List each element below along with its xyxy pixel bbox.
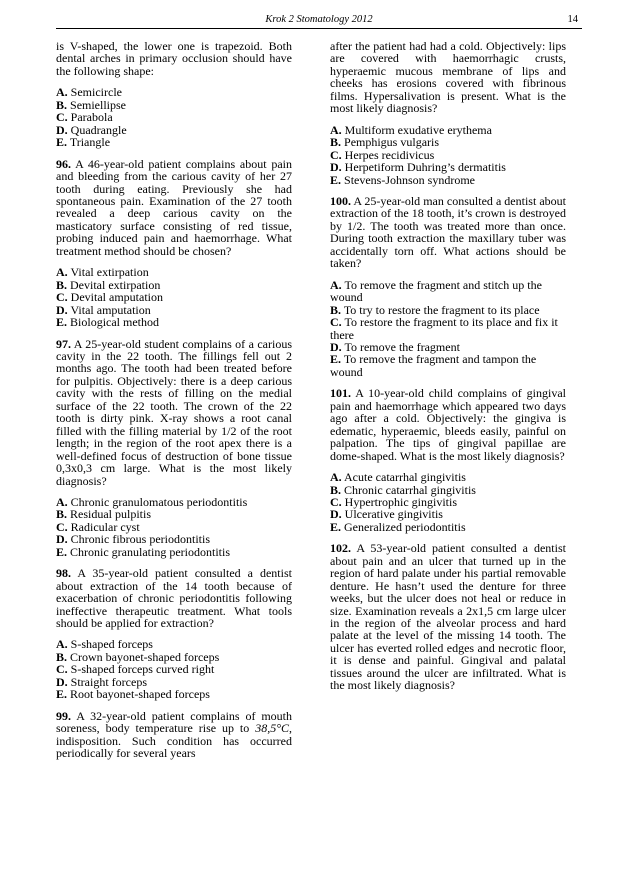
question-101: 101. A 10-year-old child complains of gingival pain and haemorrhage which appeared two days ago after a cold. Objectively: the gingiva is edematic, hyperaemic, bleeds easily, painful on palpation. The tips of gingival papillae are dome-shaped. What is the most likely diagnosis? <box>330 386 566 463</box>
question-number: 96. <box>56 156 71 171</box>
answer-option: A. To remove the fragment and stitch up the wound <box>330 277 542 305</box>
answer-option: A. Acute catarrhal gingivitis <box>330 470 466 485</box>
answer-option: E. Root bayonet-shaped forceps <box>56 687 210 702</box>
answer-options <box>330 279 566 379</box>
question-99: 99. A 32-year-old patient complains of mouth soreness, body temperature rise up to 38,5°C, indisposition. Such condition has occurred periodically for several years <box>56 708 293 761</box>
question-continuation: after the patient had had a cold. Objectively: lips are covered with haemorrhagic crusts, hyperaemic mucous membrane of lips and cheeks has erosions covered with fibrinous films. Hypersalivation is present. What is the most likely diagnosis? <box>330 39 566 116</box>
answer-option: A. S-shaped forceps <box>56 637 153 652</box>
answer-options <box>330 471 566 533</box>
answer-options <box>330 124 566 186</box>
temperature-value: 38,5°C <box>255 721 290 736</box>
answer-options <box>56 266 292 328</box>
question-number: 98. <box>56 566 71 581</box>
header-title: Krok 2 Stomatology 2012 <box>265 14 373 25</box>
answer-option: B. Residual pulpitis <box>56 507 152 522</box>
question-102: 102. A 53-year-old patient consulted a dentist about pain and an ulcer that turned up in the region of hard palate under his partial removable denture. He hasn’t used the denture for three weeks, but the ulcer does not heal or reduce in size. Examination reveals a 2x1,5 cm large ulcer in the region of the alveolar process and hard palate at the level of the missing 14 tooth. The ulcer has everted rolled edges and necrotic floor, it is dense and painful. Gingival and palatal tissues around the ulcer are infiltrated. What is the most likely diagnosis? <box>330 541 566 693</box>
page-number: 14 <box>567 14 578 25</box>
answer-option: D. Quadrangle <box>56 122 127 137</box>
answer-option: A. Semicircle <box>56 85 122 100</box>
answer-option: E. Generalized periodontitis <box>330 519 466 534</box>
answer-option: D. Straight forceps <box>56 674 147 689</box>
answer-option: C. Parabola <box>56 110 113 125</box>
answer-options <box>56 496 292 558</box>
question-number: 102. <box>330 541 351 556</box>
right-column <box>330 40 566 701</box>
answer-option: D. Ulcerative gingivitis <box>330 507 443 522</box>
page-header <box>56 6 582 29</box>
question-continuation: is V-shaped, the lower one is trapezoid. Both dental arches in primary occlusion should have the following shape: <box>56 39 292 78</box>
question-100: 100. A 25-year-old man consulted a dentist about extraction of the 18 tooth, it’s crown is destroyed by 1/2. The tooth was treated more than once. During tooth extraction the maxillary tuber was accidentally torn off. What actions should be taken? <box>330 193 567 271</box>
question-number: 97. <box>56 336 71 351</box>
answer-option: D. Vital amputation <box>56 302 151 317</box>
answer-option: C. Radicular cyst <box>56 519 140 534</box>
question-98: 98. A 35-year-old patient consulted a dentist about extraction of the 14 tooth because of exacerbation of chronic periodontitis following ineffective therapeutic treatment. What tools should be applied for extraction? <box>56 566 292 631</box>
answer-option: B. Semiellipse <box>56 97 127 112</box>
answer-option: C. To restore the fragment to its place and fix it there <box>330 315 558 342</box>
answer-option: D. Herpetiform Duhring’s dermatitis <box>330 160 506 175</box>
answer-option: D. Chronic fibrous periodontitis <box>56 532 210 547</box>
answer-option: C. Herpes recidivicus <box>330 147 435 162</box>
answer-option: B. Chronic catarrhal gingivitis <box>330 482 476 497</box>
answer-options <box>56 86 292 148</box>
answer-options <box>56 638 292 700</box>
answer-option: E. Chronic granulating periodontitis <box>56 544 230 559</box>
question-96: 96. A 46-year-old patient complains about pain and bleeding from the carious cavity of her 27 tooth during eating. Previously she had spontaneous pain. Examination of the 27 tooth revealed a deep carious cavity on the masticatory surface consisting of red tissue, probing induced pain and haemorrhage. What treatment method should be chosen? <box>56 156 292 258</box>
answer-option: B. Devital extirpation <box>56 277 161 292</box>
answer-option: E. Biological method <box>56 315 160 330</box>
answer-option: C. Hypertrophic gingivitis <box>330 494 457 509</box>
answer-option: D. To remove the fragment <box>330 339 460 354</box>
answer-option: C. S-shaped forceps curved right <box>56 662 215 677</box>
question-number: 100. <box>330 193 351 208</box>
answer-option: B. Crown bayonet-shaped forceps <box>56 649 220 664</box>
answer-option: A. Chronic granulomatous periodontitis <box>56 494 248 509</box>
answer-option: A. Multiform exudative erythema <box>330 122 492 137</box>
answer-option: B. To try to restore the fragment to its place <box>330 302 540 317</box>
question-number: 101. <box>330 386 351 401</box>
answer-option: B. Pemphigus vulgaris <box>330 135 440 150</box>
question-97: 97. A 25-year-old student complains of a carious cavity in the 22 tooth. The fillings fell out 2 months ago. The tooth had been treated before for pulpitis. Objectively: there is a deep carious cavity with the rests of filling on the medial surface of the 22 tooth. The crown of the 22 tooth is dirty pink. X-ray shows a root canal filled with the filling material by 1/2 of the root length; in the region of the root apex there is a well-defined focus of destruction of bone tissue 0,3x0,3 cm large. What is the most likely diagnosis? <box>56 336 292 488</box>
question-number: 99. <box>56 708 71 723</box>
answer-option: E. To remove the fragment and tampon the wound <box>330 352 537 379</box>
answer-option: A. Vital extirpation <box>56 265 149 280</box>
answer-option: E. Triangle <box>56 135 111 150</box>
answer-option: C. Devital amputation <box>56 290 163 305</box>
left-column <box>56 40 292 769</box>
answer-option: E. Stevens-Johnson syndrome <box>330 172 476 187</box>
